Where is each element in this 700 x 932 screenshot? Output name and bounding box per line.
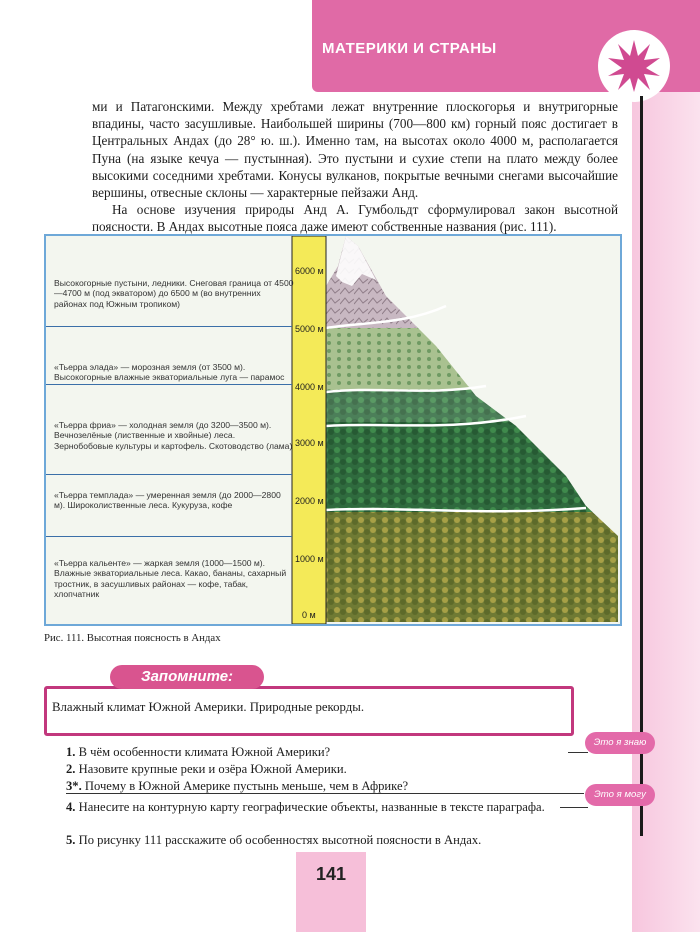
altitude-scale xyxy=(292,236,326,624)
question-text: Почему в Южной Америке пустынь меньше, чем в Африке? xyxy=(84,779,409,793)
question-number: 4. xyxy=(66,800,76,814)
scale-label: 0 м xyxy=(302,610,316,620)
question-item xyxy=(66,832,566,848)
zone-hot xyxy=(326,506,620,624)
zone-label: «Тьерра элада» — морозная земля (от 3500 м). Высокогорные влажные экваториальные луга — парамос xyxy=(54,362,285,383)
scale-label: 2000 м xyxy=(295,496,324,506)
remember-title: Запомните: xyxy=(110,665,264,689)
question-text: Нанесите на контурную карту географические объекты, названные в тексте параграфа. xyxy=(78,800,545,814)
zone-label: Высокогорные пустыни, ледники. Снеговая граница от 4500—4700 м (под экватором) до 6500 м (во внутренних районах под Южным тропиком) xyxy=(54,278,294,309)
paragraph: На основе изучения природы Анд А. Гумбольдт сформулировал закон высотной поясности. В Андах высотные пояса даже имеют собственные названия (рис. 111). xyxy=(92,202,618,235)
question-number: 2. xyxy=(66,762,76,776)
question-number: 1. xyxy=(66,745,76,759)
question-text: По рисунку 111 расскажите об особенностях высотной поясности в Андах. xyxy=(78,833,482,847)
zone-divider xyxy=(46,474,292,475)
margin-rule xyxy=(640,96,643,836)
zone-label: «Тьерра фриа» — холодная земля (до 3200—3500 м). Вечнозелёные (лиственные и хвойные) леса. Зернобобовые культуры и картофель. Скотоводство (лама) xyxy=(54,420,293,451)
remember-text: Влажный климат Южной Америки. Природные рекорды. xyxy=(52,700,365,714)
scale-label: 6000 м xyxy=(295,266,324,276)
tab-connector xyxy=(568,752,588,753)
scale-label: 3000 м xyxy=(295,438,324,448)
paragraph: ми и Патагонскими. Между хребтами лежат внутренние плоскогорья и внутригорные впадины, часто засушливые. Наибольшей ширины (700—800 км) горный пояс достигает в Центральных Андах (до 28° ю. ш.). Именно там, на высотах около 4000 м, располагается Пуна (на языке кечуа — пустынная). Это пустыни и сухие степи на плато между более высокими соседними хребтами. Конусы вулканов, покрытые вечными снегами высочайшие вершины, отвесные склоны — характерные пейзажи Анд. xyxy=(92,99,618,201)
question-number: 5. xyxy=(66,833,76,847)
section-title: МАТЕРИКИ И СТРАНЫ xyxy=(322,40,497,57)
question-item xyxy=(66,799,566,815)
zone-divider xyxy=(46,536,292,537)
figure-caption: Рис. 111. Высотная поясность в Андах xyxy=(44,632,221,644)
question-item xyxy=(66,761,566,777)
scale-label: 5000 м xyxy=(295,324,324,334)
question-item xyxy=(66,778,566,794)
main-text xyxy=(92,98,618,236)
tab-know[interactable]: Это я знаю xyxy=(585,732,655,754)
question-number: 3*. xyxy=(66,779,82,793)
zone-label: «Тьерра темплада» — умеренная земля (до 2000—2800 м). Широколиственные леса. Кукуруза, кофе xyxy=(54,490,281,511)
zone-legend xyxy=(46,236,292,624)
page-number: 141 xyxy=(315,864,347,884)
zone-divider xyxy=(46,326,292,327)
question-text: Назовите крупные реки и озёра Южной Америки. xyxy=(78,762,347,776)
star-icon xyxy=(606,38,662,94)
scale-label: 1000 м xyxy=(295,554,324,564)
zone-divider xyxy=(46,384,292,385)
altitude-zones-figure xyxy=(44,234,622,626)
scale-label: 4000 м xyxy=(295,382,324,392)
question-item xyxy=(66,744,566,760)
question-text: В чём особенности климата Южной Америки? xyxy=(78,745,331,759)
zone-label: «Тьерра кальенте» — жаркая земля (1000—1500 м). Влажные экваториальные леса. Какао, бананы, сахарный тростник, в засушливых районах — кофе, табак, хлопчатник xyxy=(54,558,287,600)
tab-can[interactable]: Это я могу xyxy=(585,784,655,806)
